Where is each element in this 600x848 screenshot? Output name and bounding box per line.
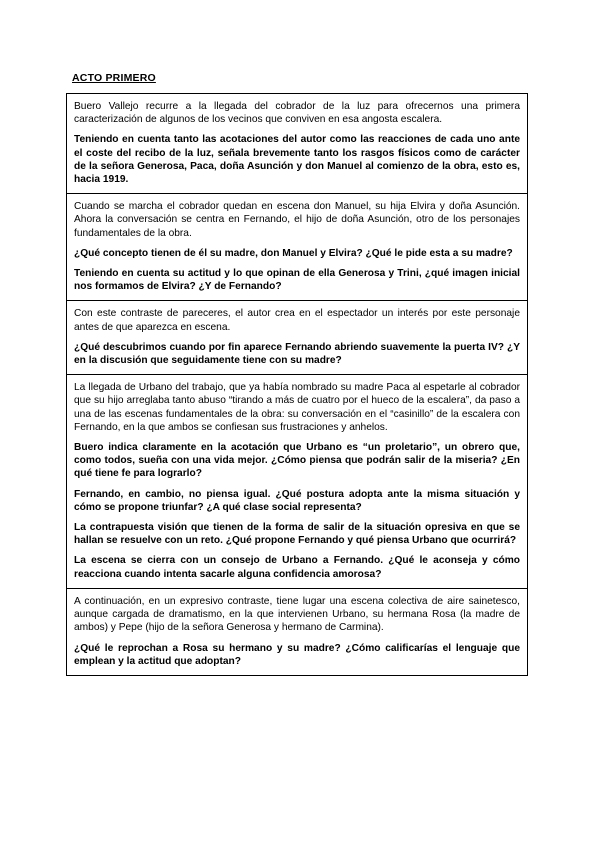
section-question: ¿Qué concepto tienen de él su madre, don Manuel y Elvira? ¿Qué le pide esta a su madre?	[74, 247, 513, 259]
section-intro: Buero Vallejo recurre a la llegada del cobrador de la luz para ofrecernos una primera caracterización de algunos de los vecinos que conviven en esa angosta escalera.	[74, 101, 520, 126]
section-question: Teniendo en cuenta su actitud y lo que opinan de ella Generosa y Trini, ¿qué imagen inicial nos formamos de Elvira? ¿Y de Fernando?	[74, 268, 520, 293]
page-heading: ACTO PRIMERO	[72, 72, 156, 84]
section-intro: La llegada de Urbano del trabajo, que ya había nombrado su madre Paca al espetarle al cobrador que su hijo arreglaba tanto abuso “tirando a más de cuatro por el hueco de la escalera”, da paso a una de las escenas fundamentales de la obra: su conversación en el “casinillo” de la escalera con Fernando, en la que ambos se confiesan sus frustraciones y anhelos.	[74, 382, 520, 433]
section-question: Teniendo en cuenta tanto las acotaciones del autor como las reacciones de cada uno ante el coste del recibo de la luz, señala brevemente tanto los rasgos físicos como de carácter de la señora Generosa, Paca, doña Asunción y don Manuel al comienzo de la obra, esto es, hacia 1919.	[74, 134, 520, 186]
section-5	[67, 589, 527, 676]
section-intro: A continuación, en un expresivo contraste, tiene lugar una escena colectiva de aire sainetesco, aunque cargada de dramatismo, en la que intervienen Urbano, su hermana Rosa (la madre de ambos) y Pepe (hijo de la señora Generosa y hermano de Carmina).	[74, 595, 520, 634]
section-intro: Cuando se marcha el cobrador quedan en escena don Manuel, su hija Elvira y doña Asunción. Ahora la conversación se centra en Fernando, el hijo de doña Asunción, otro de los personajes fundamentales de la obra.	[74, 201, 520, 239]
section-question: La escena se cierra con un consejo de Urbano a Fernando. ¿Qué le aconseja y cómo reacciona cuando intenta sacarle alguna confidencia amorosa?	[74, 555, 520, 580]
section-question: ¿Qué descubrimos cuando por fin aparece Fernando abriendo suavemente la puerta IV? ¿Y en la discusión que seguidamente tiene con su madre?	[74, 341, 520, 367]
section-question: La contrapuesta visión que tienen de la forma de salir de la situación opresiva en que se hallan se resuelve con un reto. ¿Qué propone Fernando y qué piensa Urbano que ocurrirá?	[74, 522, 520, 547]
section-4	[67, 375, 527, 589]
section-1	[67, 94, 527, 194]
section-3	[67, 301, 527, 375]
section-2	[67, 194, 527, 301]
section-question: Buero indica claramente en la acotación que Urbano es “un proletario”, un obrero que, como todos, sueña con una vida mejor. ¿Cómo piensa que podrán salir de la miseria? ¿En qué tiene fe para lograrlo?	[74, 442, 520, 480]
section-intro: Con este contraste de pareceres, el autor crea en el espectador un interés por este personaje antes de que aparezca en escena.	[74, 308, 520, 333]
question-table	[66, 93, 528, 676]
section-question: ¿Qué le reprochan a Rosa su hermano y su madre? ¿Cómo calificarías el lenguaje que emplean y la actitud que adoptan?	[74, 642, 520, 667]
section-question: Fernando, en cambio, no piensa igual. ¿Qué postura adopta ante la misma situación y cómo se propone triunfar? ¿A qué clase social representa?	[74, 488, 520, 513]
